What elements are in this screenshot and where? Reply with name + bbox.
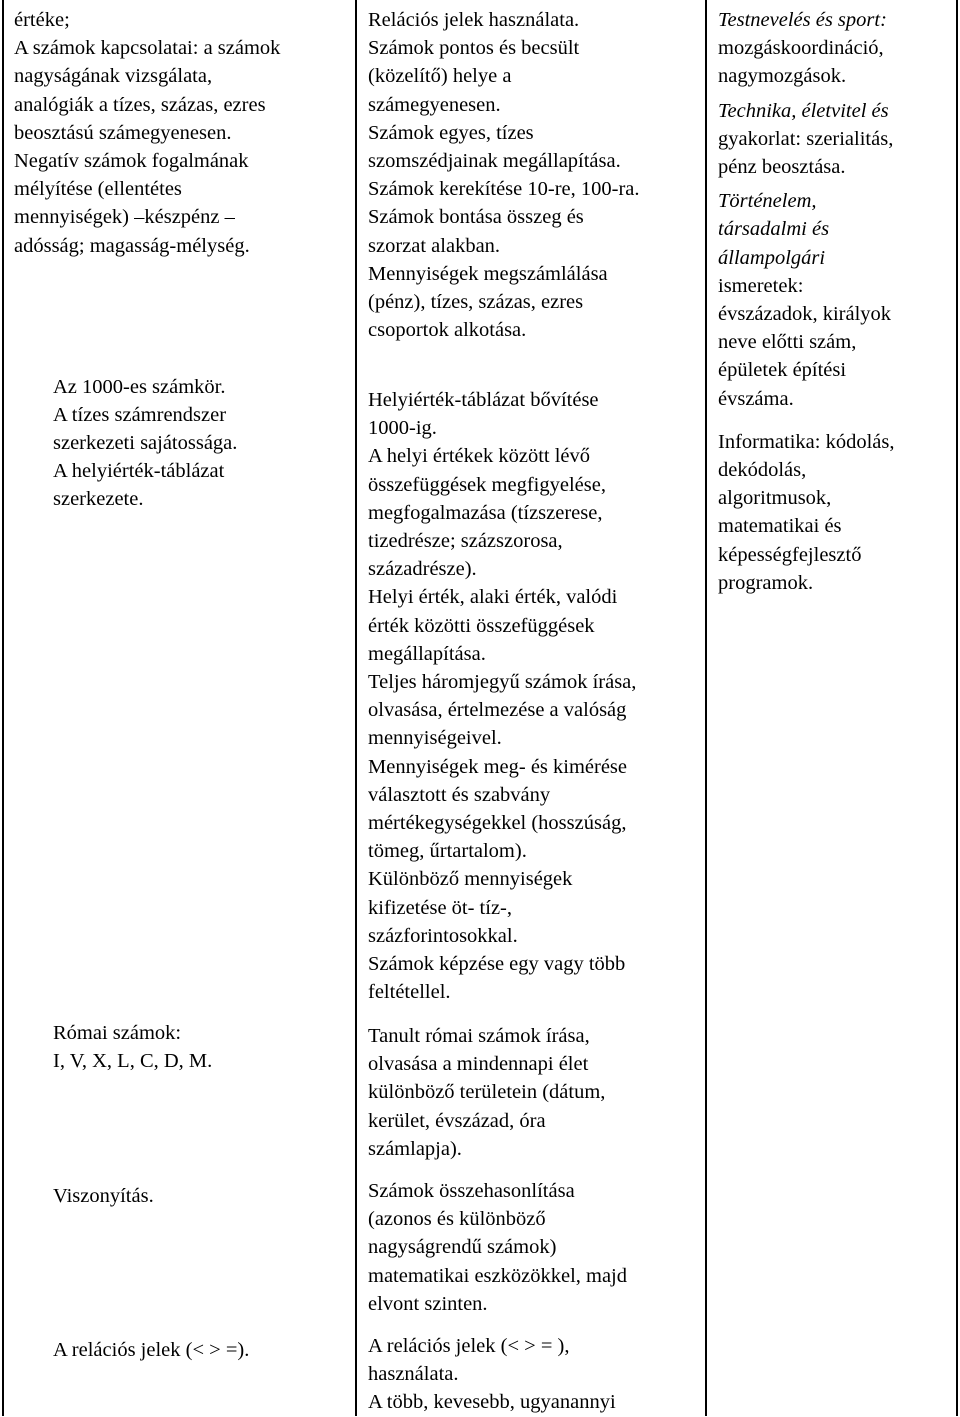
column-activities — [368, 6, 700, 1414]
text-line: Számok kerekítése 10-re, 100-ra. — [368, 178, 640, 201]
text-line: szerkezete. — [53, 488, 144, 511]
text-line: mennyiségeivel. — [368, 727, 502, 750]
activity-block-3 — [368, 1022, 605, 1163]
text-line: századrésze). — [368, 558, 477, 581]
text-line: mértékegységekkel (hosszúság, — [368, 812, 627, 835]
activity-block-1 — [368, 6, 700, 344]
text-line: Számok egyes, tízes — [368, 121, 534, 144]
text-line: matematikai és — [718, 515, 842, 538]
text-line: gyakorlat: szerialitás, — [718, 127, 894, 150]
text-line: Az 1000-es számkör. — [53, 375, 226, 398]
text-line: évszáma. — [718, 387, 794, 410]
text-line: Viszonyítás. — [53, 1185, 154, 1207]
subject-title: társadalmi és — [718, 218, 830, 241]
text-line: kerület, évszázad, óra — [368, 1109, 546, 1132]
text-line: különböző területein (dátum, — [368, 1081, 606, 1104]
text-line: Számok pontos és becsült — [368, 37, 580, 60]
text-line: mozgáskoordináció, — [718, 37, 884, 60]
text-line: ismeretek: — [718, 274, 804, 297]
text-line: mennyiségek) –készpénz – — [14, 206, 235, 229]
subject-title: állampolgári — [718, 246, 826, 269]
connection-technology — [718, 97, 954, 182]
text-line: szorzat alakban. — [368, 234, 501, 257]
text-line: érték közötti összefüggések — [368, 614, 595, 637]
text-line: algoritmusok, — [718, 487, 832, 510]
text-line: (azonos és különböző — [368, 1208, 546, 1231]
text-line: feltétellel. — [368, 981, 451, 1004]
text-line: analógiák a tízes, százas, ezres — [14, 93, 266, 116]
intro-paragraph — [14, 6, 349, 260]
text-line: nagymozgások. — [718, 65, 847, 88]
section-relations — [53, 1336, 249, 1364]
text-line: Tanult római számok írása, — [368, 1025, 590, 1047]
table-border-right — [956, 0, 958, 1416]
activity-block-4 — [368, 1177, 627, 1318]
text-line: megfogalmazása (tízszerese, — [368, 501, 603, 524]
text-line: nagyságának vizsgálata, — [14, 65, 213, 88]
table-divider-1 — [355, 0, 357, 1416]
activity-block-5 — [368, 1332, 616, 1417]
text-line: A több, kevesebb, ugyanannyi — [368, 1391, 616, 1414]
text-line: tizedrésze; százszorosa, — [368, 530, 563, 553]
text-line: (közelítő) helye a — [368, 65, 512, 88]
text-line: I, V, X, L, C, D, M. — [53, 1050, 213, 1073]
text-line: Római számok: — [53, 1022, 182, 1044]
text-line: nagyságrendű számok) — [368, 1236, 557, 1259]
text-line: használata. — [368, 1363, 459, 1386]
text-line: A számok kapcsolatai: a számok — [14, 37, 281, 60]
text-line: Helyiérték-táblázat bővítése — [368, 389, 599, 411]
text-line: értéke; — [14, 9, 70, 31]
section-roman-numerals — [53, 1019, 212, 1075]
text-line: Mennyiségek megszámlálása — [368, 262, 608, 285]
text-line: megállapítása. — [368, 642, 486, 665]
text-line: A tízes számrendszer — [53, 403, 227, 426]
connection-pe — [718, 6, 954, 91]
text-line: számlapja). — [368, 1137, 462, 1160]
text-line: összefüggések megfigyelése, — [368, 473, 606, 496]
text-line: szerkezeti sajátossága. — [53, 431, 238, 454]
connection-history — [718, 187, 954, 413]
text-line: A helyiérték-táblázat — [53, 460, 225, 483]
text-line: Teljes háromjegyű számok írása, — [368, 671, 637, 694]
text-line: pénz beosztása. — [718, 156, 846, 179]
text-line: választott és szabvány — [368, 783, 551, 806]
text-line: mélyítése (ellentétes — [14, 178, 182, 201]
text-line: számegyenesen. — [368, 93, 501, 116]
text-line: olvasása, értelmezése a valóság — [368, 699, 627, 722]
text-line: neve előtti szám, — [718, 331, 857, 354]
activity-block-2 — [368, 386, 636, 1006]
subject-title: Technika, életvitel és — [718, 99, 889, 122]
text-line: képességfejlesztő — [718, 543, 862, 566]
table-divider-2 — [705, 0, 707, 1416]
column-topics — [14, 6, 349, 1361]
text-line: Informatika: kódolás, — [718, 430, 895, 453]
text-line: Különböző mennyiségek — [368, 868, 573, 891]
text-line: dekódolás, — [718, 459, 807, 482]
text-line: Számok bontása összeg és — [368, 206, 584, 229]
text-line: programok. — [718, 571, 814, 594]
table-border-left — [2, 0, 4, 1416]
text-line: Helyi érték, alaki érték, valódi — [368, 586, 618, 609]
text-line: 1000-ig. — [368, 417, 437, 440]
text-line: A relációs jelek (< > = ), — [368, 1335, 570, 1357]
text-line: Negatív számok fogalmának — [14, 150, 249, 173]
text-line: A relációs jelek (< > =). — [53, 1339, 250, 1361]
text-line: matematikai eszközökkel, majd — [368, 1264, 628, 1287]
text-line: adósság; magasság-mélység. — [14, 234, 250, 257]
text-line: beosztású számegyenesen. — [14, 121, 232, 144]
section-1000-numbers — [14, 373, 349, 514]
text-line: olvasása a mindennapi élet — [368, 1053, 589, 1076]
subject-title: Testnevelés és sport: — [718, 9, 887, 31]
text-line: Mennyiségek meg- és kimérése — [368, 755, 628, 778]
section-comparison — [53, 1182, 154, 1210]
text-line: Relációs jelek használata. — [368, 9, 580, 31]
text-line: szomszédjainak megállapítása. — [368, 150, 621, 173]
text-line: elvont szinten. — [368, 1292, 488, 1315]
text-line: kifizetése öt- tíz-, — [368, 896, 513, 919]
text-line: évszázadok, királyok — [718, 303, 892, 326]
text-line: épületek építési — [718, 359, 847, 382]
text-line: százforintosokkal. — [368, 924, 518, 947]
subject-title: Történelem, — [718, 190, 817, 213]
text-line: Számok összehasonlítása — [368, 1180, 575, 1202]
text-line: (pénz), tízes, százas, ezres — [368, 291, 584, 314]
text-line: A helyi értékek között lévő — [368, 445, 591, 468]
column-connections — [718, 6, 954, 597]
text-line: csoportok alkotása. — [368, 319, 527, 342]
connection-informatics — [718, 428, 954, 597]
text-line: tömeg, űrtartalom). — [368, 840, 527, 863]
text-line: Számok képzése egy vagy több — [368, 953, 626, 976]
